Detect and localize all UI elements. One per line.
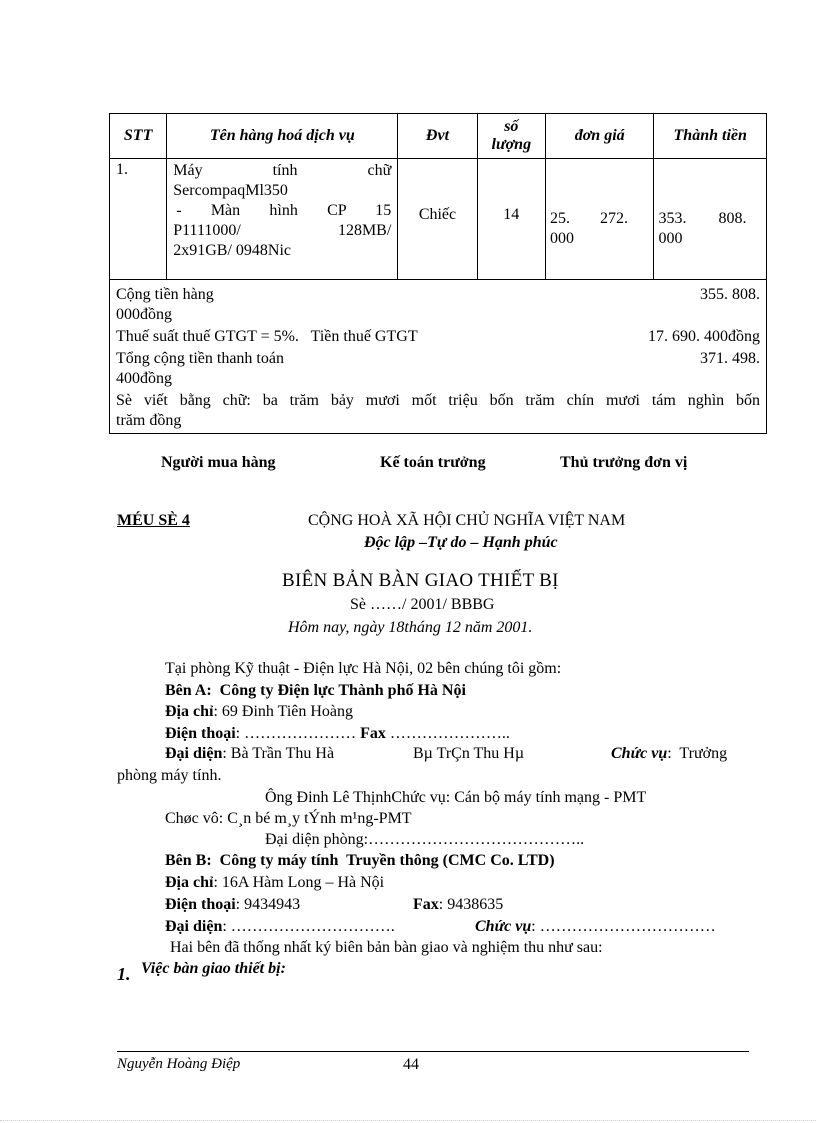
col-header-total: Thành tiền (654, 114, 767, 159)
subtotal-cont: 000đồng (116, 306, 172, 323)
col-header-unit: Đvt (398, 114, 477, 159)
section-title: Việc bàn giao thiết bị: (141, 960, 286, 977)
table-header-row (110, 114, 767, 159)
item-name-line: 2x91GB/ 0948Nic (173, 242, 292, 259)
footer-author: Nguyễn Hoàng Điệp (117, 1056, 241, 1072)
signature-accountant: Kế toán trưởng (380, 454, 486, 471)
form-label: MÉU SÈ 4 (117, 512, 190, 529)
side-a-role: Chức vụ: Trưởng (611, 745, 728, 762)
price-line-2: 000 (549, 230, 574, 247)
amount-in-words-cont: trăm đồng (116, 412, 182, 429)
side-b-phone: Điện thoại: 9434943 (165, 896, 301, 913)
signature-head: Thủ trưởng đơn vị (560, 454, 688, 471)
vat-row (116, 327, 760, 347)
col-header-stt: STT (110, 114, 167, 159)
col-header-price: đơn giá (545, 114, 653, 159)
price-line-1: 25. 272. (549, 210, 628, 227)
total-label: Tổng cộng tiền thanh toán (116, 350, 284, 367)
agreement-text: Hai bên đã thống nhất ký biên bản bàn giao và nghiệm thu như sau: (170, 939, 603, 956)
col-header-qty (477, 114, 545, 159)
side-a-rep2-garbled: Chøc vô: C¸n bé m¸y tÝnh m¹ng-PMT (165, 810, 412, 827)
side-a-heading: Bên A: Công ty Điện lực Thành phố Hà Nội (165, 682, 466, 699)
vat-value: 17. 690. 400đồng (648, 328, 760, 345)
side-a-representative: Đại diện: Bà Trần Thu Hà (165, 745, 335, 762)
amount-in-words: Sè viết bằng chữ: ba trăm bảy mươi mốt triệu bốn trăm chín mươi tám nghìn bốn (116, 392, 760, 409)
total-line-2: 000 (658, 230, 683, 247)
side-a-rep2: Ông Đinh Lê ThịnhChức vụ: Cán bộ máy tính mạng - PMT (265, 789, 647, 806)
cell-price (545, 159, 653, 280)
total-cont: 400đồng (116, 370, 172, 387)
side-a-role-cont: phòng máy tính. (117, 767, 222, 784)
page-number: 44 (403, 1056, 419, 1073)
motto: Độc lập –Tự do – Hạnh phúc (364, 534, 558, 551)
document-number: Sè ……/ 2001/ BBBG (350, 596, 495, 613)
side-a-phone: Điện thoại: ………………… Fax ………………….. (165, 725, 510, 742)
vat-label: Thuế suất thuế GTGT = 5%. Tiền thuế GTGT (116, 328, 418, 345)
subtotal-row (116, 285, 760, 305)
invoice-table (109, 113, 767, 280)
subtotal-value: 355. 808. (700, 286, 760, 303)
item-name-line: P1111000/ 128MB/ (173, 222, 392, 239)
total-line-1: 353. 808. (658, 210, 747, 227)
signature-buyer: Người mua hàng (161, 454, 276, 471)
subtotal-label: Cộng tiền hàng (116, 286, 214, 303)
side-b-heading: Bên B: Công ty máy tính Truyền thông (CMC Co. LTD) (165, 852, 555, 869)
page-edge-divider (0, 1120, 816, 1121)
side-a-address: Địa chỉ: 69 Đinh Tiên Hoàng (165, 703, 354, 720)
summary-box (109, 279, 767, 434)
item-name-line: SercompaqMl350 (173, 182, 288, 199)
side-a-department: Đại diện phòng:………………………………….. (265, 831, 585, 848)
side-b-fax: Fax: 9438635 (413, 896, 504, 913)
side-b-role: Chức vụ: …………………………… (475, 918, 716, 935)
cell-unit: Chiếc (398, 159, 477, 280)
section-number: 1. (117, 964, 131, 984)
table-row (110, 159, 767, 280)
side-b-representative: Đại diện: …………………………. (165, 918, 399, 935)
document-date: Hôm nay, ngày 18tháng 12 năm 2001. (288, 619, 533, 636)
cell-total (654, 159, 767, 280)
col-header-qty-bottom: lượng (491, 136, 532, 153)
cell-stt: 1. (110, 159, 167, 280)
country-name: CỘNG HOÀ XÃ HỘI CHỦ NGHĨA VIỆT NAM (308, 512, 626, 529)
intro-text: Tại phòng Kỹ thuật - Điện lực Hà Nội, 02 bên chúng tôi gồm: (165, 660, 562, 677)
side-b-address: Địa chỉ: 16A Hàm Long – Hà Nội (165, 874, 385, 891)
cell-item-name (167, 159, 398, 280)
footer-divider (117, 1051, 749, 1052)
document-title: BIÊN BẢN BÀN GIAO THIẾT BỊ (282, 570, 559, 591)
side-a-representative-garbled: Bµ TrÇn Thu Hµ (413, 745, 525, 762)
cell-qty: 14 (477, 159, 545, 280)
col-header-name: Tên hàng hoá dịch vụ (167, 114, 398, 159)
item-name-line: - Màn hình CP 15 (176, 202, 392, 219)
total-value: 371. 498. (700, 350, 760, 367)
col-header-qty-top: số (504, 118, 519, 135)
item-name-line: Máy tính chữ (173, 162, 392, 179)
total-row (116, 349, 760, 369)
